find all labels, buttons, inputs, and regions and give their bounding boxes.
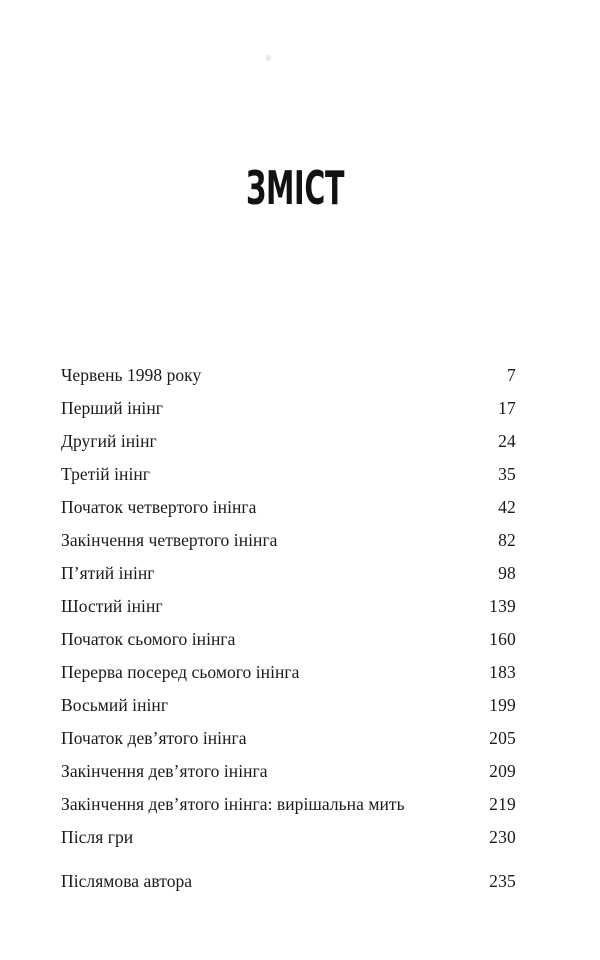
toc-entry[interactable] [61, 821, 516, 854]
toc-entry[interactable] [61, 590, 516, 623]
toc-entry[interactable] [61, 491, 516, 524]
toc-entry-page-number: 24 [498, 431, 516, 451]
toc-dot-leader [405, 793, 489, 811]
toc-entry[interactable] [61, 557, 516, 590]
toc-dot-leader [168, 397, 485, 415]
toc-entry-label: Перерва посеред сьомого інінга [61, 662, 300, 682]
toc-entry[interactable] [61, 755, 516, 788]
toc-entry-label: Восьмий інінг [61, 695, 169, 715]
toc-entry-label: Післямова автора [61, 871, 193, 891]
toc-entry-label: Закінчення четвертого інінга [61, 530, 278, 550]
toc-dot-leader [273, 760, 485, 778]
toc-dot-leader [160, 562, 485, 580]
toc-entry-label: Закінчення дев’ятого інінга [61, 761, 268, 781]
toc-entry-page-number: 160 [489, 629, 516, 649]
toc-entry-label: П’ятий інінг [61, 563, 155, 583]
toc-dot-leader [304, 661, 484, 679]
toc-dot-leader [173, 694, 484, 712]
toc-entry-page-number: 82 [498, 530, 516, 550]
toc-dot-leader [155, 463, 485, 481]
toc-entry-label: Початок четвертого інінга [61, 497, 257, 517]
toc-entry[interactable] [61, 623, 516, 656]
toc-entry-page-number: 230 [489, 827, 516, 847]
toc-entry-label: Закінчення дев’ятого інінга: вирішальна мить [61, 794, 405, 814]
toc-entry-page-number: 35 [498, 464, 516, 484]
toc-entry[interactable] [61, 359, 516, 392]
toc-entry-label: Початок сьомого інінга [61, 629, 236, 649]
toc-entry[interactable] [61, 656, 516, 689]
toc-entry-page-number: 98 [498, 563, 516, 583]
toc-entry[interactable] [61, 788, 516, 821]
toc-entry-page-number: 17 [498, 398, 516, 418]
page-title: ЗМІСТ [246, 161, 345, 215]
toc-entry-page-number: 7 [507, 365, 516, 385]
toc-entry[interactable] [61, 425, 516, 458]
toc-entry-page-number: 205 [489, 728, 516, 748]
toc-entry-page-number: 42 [498, 497, 516, 517]
table-of-contents-list [61, 359, 516, 898]
toc-entry[interactable] [61, 722, 516, 755]
toc-dot-leader [201, 364, 489, 382]
toc-dot-leader [133, 826, 488, 844]
toc-entry[interactable] [61, 392, 516, 425]
toc-entry-page-number: 209 [489, 761, 516, 781]
toc-dot-leader [235, 628, 488, 646]
toc-entry-label: Третій інінг [61, 464, 151, 484]
toc-dot-leader [277, 529, 489, 547]
toc-entry-page-number: 183 [489, 662, 516, 682]
toc-entry[interactable] [61, 458, 516, 491]
toc-dot-leader [197, 870, 484, 888]
toc-entry-label: Перший інінг [61, 398, 163, 418]
toc-entry-page-number: 199 [489, 695, 516, 715]
scan-artifact-speck [266, 55, 271, 61]
toc-entry-label: Другий інінг [61, 431, 157, 451]
toc-entry-label: Початок дев’ятого інінга [61, 728, 247, 748]
toc-dot-leader [247, 727, 489, 745]
toc-entry[interactable] [61, 865, 516, 898]
toc-entry-label: Шостий інінг [61, 596, 163, 616]
toc-dot-leader [163, 595, 489, 613]
toc-entry-page-number: 139 [489, 596, 516, 616]
toc-entry[interactable] [61, 689, 516, 722]
toc-entry[interactable] [61, 524, 516, 557]
toc-dot-leader [157, 430, 489, 448]
toc-entry-page-number: 235 [489, 871, 516, 891]
toc-dot-leader [261, 496, 485, 514]
toc-entry-page-number: 219 [489, 794, 516, 814]
toc-entry-label: Після гри [61, 827, 134, 847]
toc-entry-label: Червень 1998 року [61, 365, 202, 385]
